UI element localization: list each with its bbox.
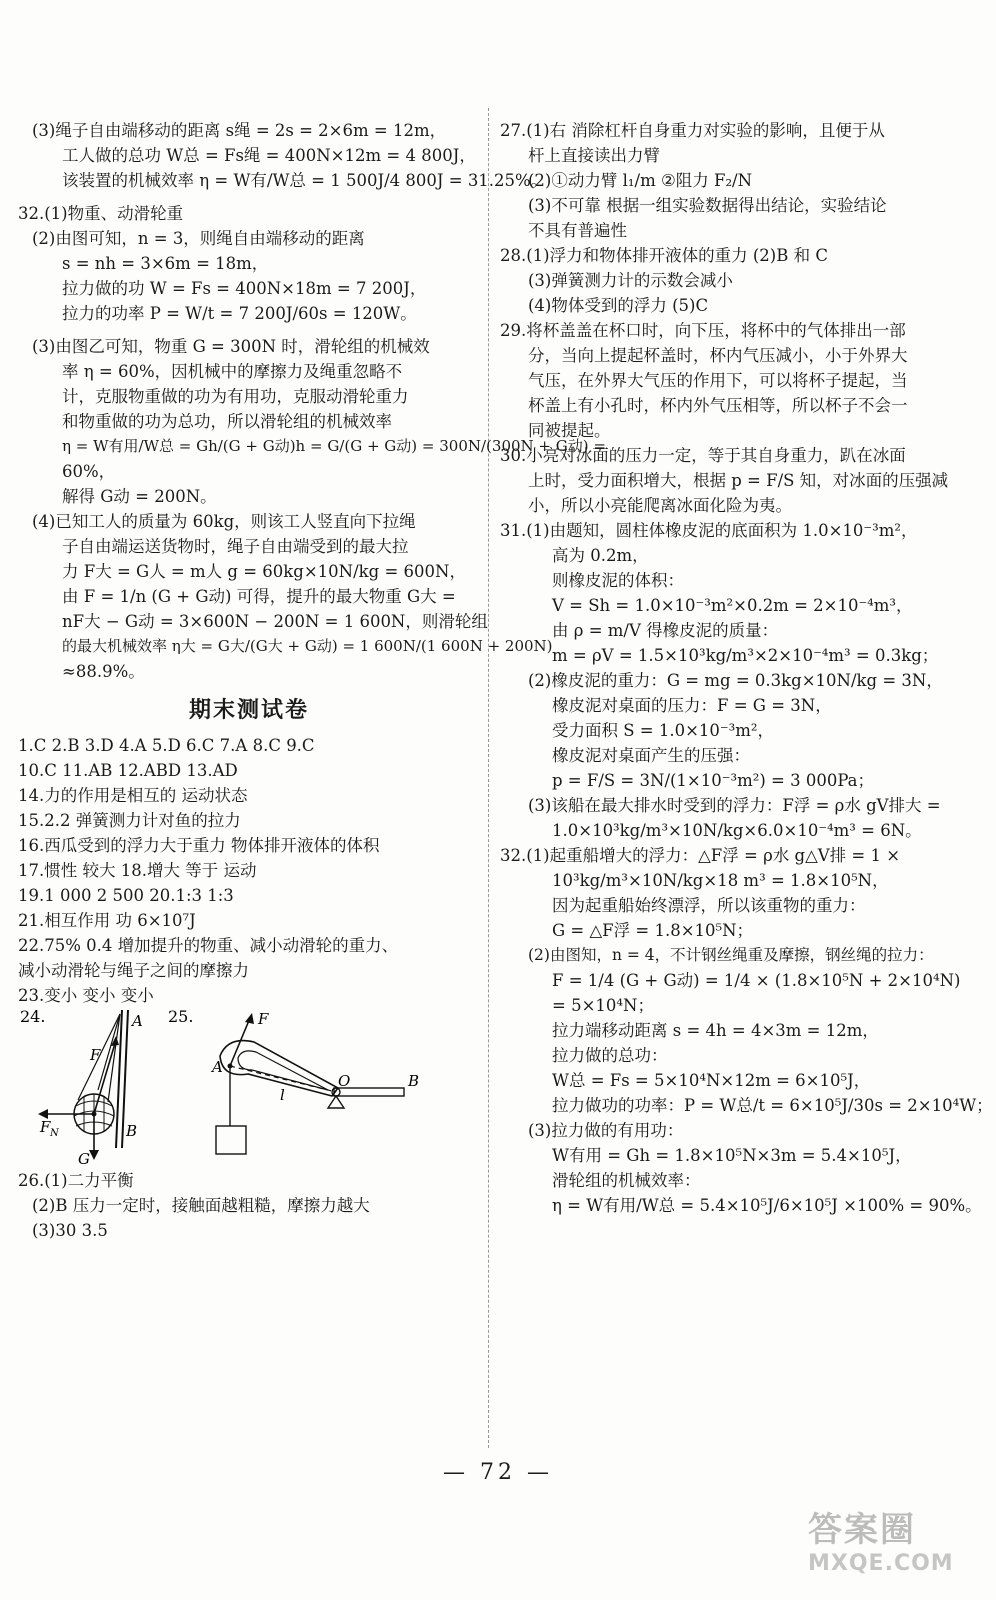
text-line: 16.西瓜受到的浮力大于重力 物体排开液体的体积	[18, 836, 380, 855]
label-A: A	[132, 1012, 143, 1030]
text-line: (3)由图乙可知，物重 G = 300N 时，滑轮组的机械效	[32, 337, 430, 356]
text-line: 杯盖上有小孔时，杯内外气压相等，所以杯子不会一	[528, 396, 908, 415]
section-title: 期末测试卷	[188, 698, 309, 723]
text-line: 32.(1)起重船增大的浮力：△F浮 = ρ水 g△V排 = 1 ×	[500, 846, 901, 865]
text-line: G = △F浮 = 1.8×10⁵N；	[552, 921, 754, 940]
text-line: 减小动滑轮与绳子之间的摩擦力	[18, 961, 249, 980]
text-line: m = ρV = 1.5×10³kg/m³×2×10⁻⁴m³ = 0.3kg；	[552, 646, 939, 665]
text-line: 气压，在外界大气压的作用下，可以将杯子提起，当	[528, 371, 908, 390]
text-line: 21.相互作用 功 6×10⁷J	[18, 911, 196, 930]
text-line: nF大 − G动 = 3×600N − 200N = 1 600N，则滑轮组	[62, 612, 488, 631]
right-column	[500, 118, 993, 1218]
text-line: 23.变小 变小 变小	[18, 986, 154, 1005]
text-line: (2)由图知，n = 4，不计钢丝绳重及摩擦，钢丝绳的拉力：	[528, 946, 934, 964]
text-line: 26.(1)二力平衡	[18, 1171, 134, 1190]
text-line: 1.0×10³kg/m³×10N/kg×6.0×10⁻⁴m³ = 6N。	[552, 821, 922, 840]
label-FN: F	[40, 1118, 51, 1136]
text-line: 10.C 11.AB 12.ABD 13.AD	[18, 761, 238, 780]
text-line: 橡皮泥对桌面产生的压强：	[552, 746, 750, 765]
text-line: (4)物体受到的浮力 (5)C	[528, 296, 709, 315]
page-number: — 72 —	[443, 1460, 553, 1485]
text-line: 拉力的功率 P = W/t = 7 200J/60s = 120W。	[62, 304, 417, 323]
label-FN-sub: N	[50, 1128, 59, 1139]
label-G: G	[78, 1150, 90, 1168]
text-line: 31.(1)由题知，圆柱体橡皮泥的底面积为 1.0×10⁻³m²，	[500, 521, 918, 540]
text-line: 率 η = 60%，因机械中的摩擦力及绳重忽略不	[62, 362, 403, 381]
text-line: 19.1 000 2 500 20.1:3 1:3	[18, 886, 234, 905]
text-line: η = W有用/W总 = 5.4×10⁵J/6×10⁵J ×100% = 90%。	[552, 1196, 982, 1215]
text-line: W总 = Fs = 5×10⁴N×12m = 6×10⁵J，	[552, 1071, 871, 1090]
watermark-url: MXQE.COM	[808, 1551, 954, 1576]
text-line: V = Sh = 1.0×10⁻³m²×0.2m = 2×10⁻⁴m³，	[552, 596, 913, 615]
text-line: 27.(1)右 消除杠杆自身重力对实验的影响，且便于从	[500, 121, 885, 140]
text-line: (3)绳子自由端移动的距离 s绳 = 2s = 2×6m = 12m，	[32, 121, 447, 140]
text-line: 29.将杯盖盖在杯口时，向下压，将杯中的气体排出一部	[500, 321, 906, 340]
text-line: 计，克服物重做的功为有用功，克服动滑轮重力	[62, 387, 409, 406]
text-line: 该装置的机械效率 η = W有/W总 = 1 500J/4 800J = 31.25%。	[62, 171, 548, 190]
text-line: 拉力做的总功：	[552, 1046, 668, 1065]
text-line: = 5×10⁴N；	[552, 996, 654, 1015]
text-line: 工人做的总功 W总 = Fs绳 = 400N×12m = 4 800J，	[62, 146, 476, 165]
text-line: (4)已知工人的质量为 60kg，则该工人竖直向下拉绳	[32, 512, 416, 531]
arrowhead	[89, 1150, 99, 1160]
text-line: 子自由端运送货物时，绳子自由端受到的最大拉	[62, 537, 409, 556]
wall-line	[116, 1010, 122, 1148]
text-line: 17.惯性 较大 18.增大 等于 运动	[18, 861, 257, 880]
text-line: 由 F = 1/n (G + G动) 可得，提升的最大物重 G大 =	[62, 587, 456, 606]
text-line: 则橡皮泥的体积：	[552, 571, 684, 590]
text-line: 14.力的作用是相互的 运动状态	[18, 786, 248, 805]
text-line: 15.2.2 弹簧测力计对鱼的拉力	[18, 811, 241, 830]
text-line: F = 1/4 (G + G动) = 1/4 × (1.8×10⁵N + 2×10⁴N)	[552, 971, 961, 990]
text-line: 杆上直接读出力臂	[528, 146, 660, 165]
text-line: 橡皮泥对桌面的压力：F = G = 3N，	[552, 696, 832, 715]
text-line: 小，所以小亮能爬离冰面化险为夷。	[528, 496, 792, 515]
text-line: 受力面积 S = 1.0×10⁻³m²，	[552, 721, 775, 740]
text-line: ≈88.9%。	[62, 662, 145, 681]
text-line: 10³kg/m³×10N/kg×18 m³ = 1.8×10⁵N，	[552, 871, 889, 890]
text-line: (3)不可靠 根据一组实验数据得出结论，实验结论	[528, 196, 887, 215]
column-divider	[488, 108, 489, 1448]
label-F: F	[90, 1046, 101, 1064]
text-line: (2)①动力臂 l₁/m ②阻力 F₂/N	[528, 171, 753, 190]
text-line: 由 ρ = m/V 得橡皮泥的质量：	[552, 621, 779, 640]
text-line: 1.C 2.B 3.D 4.A 5.D 6.C 7.A 8.C 9.C	[18, 736, 315, 755]
lever-inner	[238, 1051, 328, 1090]
text-line: 力 F大 = G人 = m人 g = 60kg×10N/kg = 600N，	[62, 562, 466, 581]
text-line: 因为起重船始终漂浮，所以该重物的重力：	[552, 896, 866, 915]
label-B: B	[126, 1122, 138, 1140]
fig25-number: 25.	[168, 1007, 194, 1026]
text-line: 同被提起。	[528, 421, 611, 440]
text-line: 分，当向上提起杯盖时，杯内气压减小，小于外界大	[528, 346, 908, 365]
text-line: 滑轮组的机械效率：	[552, 1171, 701, 1190]
fig24-number: 24.	[20, 1007, 46, 1026]
label-F: F	[258, 1010, 269, 1028]
text-line: 拉力做的功 W = Fs = 400N×18m = 7 200J，	[62, 279, 427, 298]
text-line: η = W有用/W总 = Gh/(G + G动)h = G/(G + G动) = 300N/(300N + G动) =	[62, 437, 606, 455]
text-line: 不具有普遍性	[528, 221, 627, 240]
text-line: 28.(1)浮力和物体排开液体的重力 (2)B 和 C	[500, 246, 828, 265]
text-line: (2)由图可知，n = 3，则绳自由端移动的距离	[32, 229, 365, 248]
text-line: 的最大机械效率 η大 = G大/(G大 + G动) = 1 600N/(1 600N + 200N)	[62, 637, 553, 655]
text-line: 和物重做的功为总功，所以滑轮组的机械效率	[62, 412, 392, 431]
text-line: 上时，受力面积增大，根据 p = F/S 知，对冰面的压强减	[528, 471, 949, 490]
figure-24	[18, 1008, 168, 1168]
text-line: 高为 0.2m，	[552, 546, 649, 565]
text-line: 22.75% 0.4 增加提升的物重、减小动滑轮的重力、	[18, 936, 399, 955]
text-line: 60%，	[62, 462, 116, 481]
label-O: O	[338, 1072, 351, 1090]
text-line: 拉力端移动距离 s = 4h = 4×3m = 12m，	[552, 1021, 879, 1040]
text-line: W有用 = Gh = 1.8×10⁵N×3m = 5.4×10⁵J，	[552, 1146, 912, 1165]
text-line: 30.小亮对冰面的压力一定，等于其自身重力，趴在冰面	[500, 446, 906, 465]
label-A: A	[212, 1058, 223, 1076]
text-line: 拉力做功的功率：P = W总/t = 6×10⁵J/30s = 2×10⁴W；	[552, 1096, 993, 1115]
text-line: (3)30 3.5	[32, 1221, 108, 1240]
watermark	[808, 1502, 984, 1594]
figures-24-25	[18, 1008, 480, 1168]
text-line: s = nh = 3×6m = 18m，	[62, 254, 269, 273]
fulcrum	[328, 1096, 344, 1108]
text-line: 32.(1)物重、动滑轮重	[18, 204, 184, 223]
text-line: (3)弹簧测力计的示数会减小	[528, 271, 733, 290]
watermark-logo: 答案圈	[808, 1510, 916, 1550]
label-B: B	[408, 1072, 420, 1090]
figure-25	[168, 1008, 448, 1168]
text-line: (3)该船在最大排水时受到的浮力：F浮 = ρ水 gV排大 =	[528, 796, 941, 815]
label-l: l	[280, 1086, 285, 1104]
weight-block	[216, 1126, 246, 1154]
text-line: (2)B 压力一定时，接触面越粗糙，摩擦力越大	[32, 1196, 370, 1215]
arrowhead	[245, 1013, 254, 1024]
text-line: (3)拉力做的有用功：	[528, 1121, 684, 1140]
text-line: (2)橡皮泥的重力：G = mg = 0.3kg×10N/kg = 3N，	[528, 671, 943, 690]
text-line: p = F/S = 3N/(1×10⁻³m²) = 3 000Pa；	[552, 771, 875, 790]
text-line: 解得 G动 = 200N。	[62, 487, 217, 506]
